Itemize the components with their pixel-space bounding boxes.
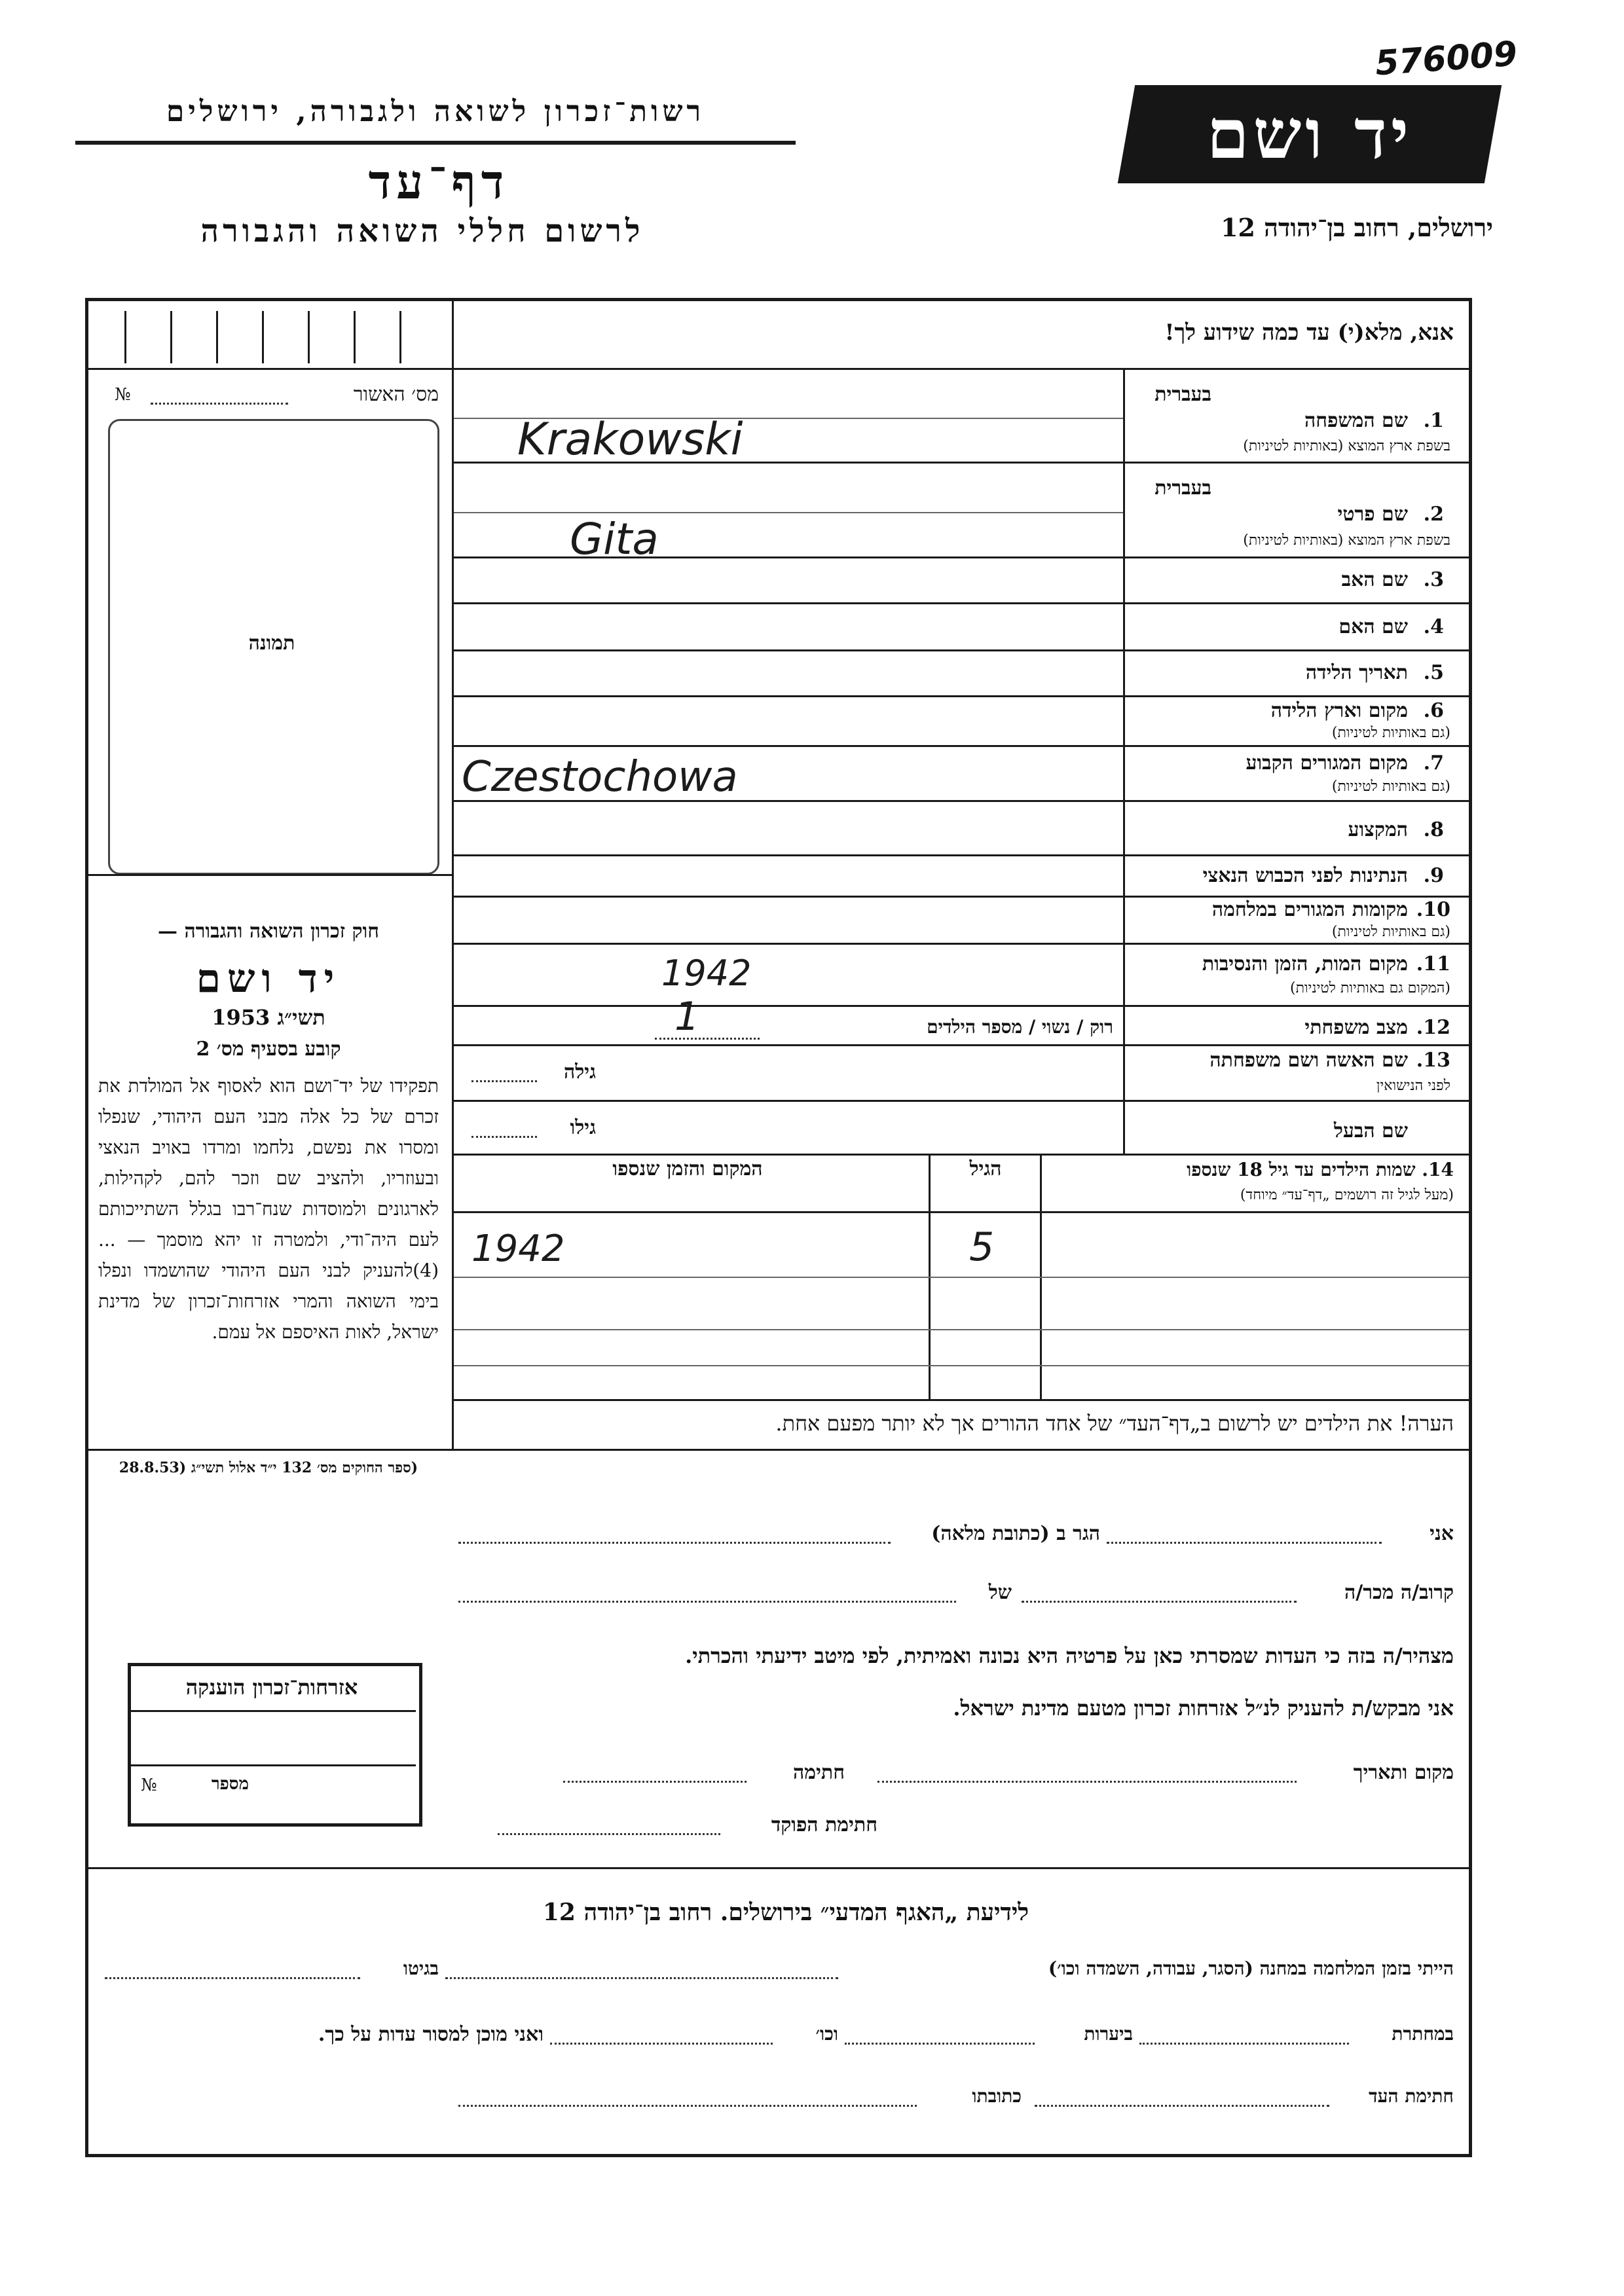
field1-hint: בשפת ארץ המוצא (באותיות לטיניות): [1243, 438, 1450, 454]
footer-title: לידיעת „האגף המדעי״ בירושלים. רחוב בן־יהודה 12: [542, 1899, 1029, 1926]
marital-options[interactable]: רוק / נשוי / מספר הילדים: [927, 1016, 1113, 1038]
field5-label: תאריך הלידה: [1305, 661, 1408, 684]
signature-label: חתימה: [793, 1761, 845, 1784]
declarant-name-field[interactable]: [1107, 1542, 1382, 1544]
row-sep-12: [452, 1044, 1469, 1046]
footer-forests-field[interactable]: [845, 2043, 1035, 2045]
field3-label: שם האב: [1341, 568, 1408, 591]
footer-underground: במחתרת: [1392, 2023, 1454, 2045]
label-column-divider: [1123, 368, 1125, 1154]
row-sep-5: [452, 695, 1469, 697]
wife-age-field[interactable]: [471, 1080, 537, 1082]
field10-hint: (גם באותיות לטיניות): [1331, 924, 1450, 940]
field2-tag: בעברית: [1154, 477, 1211, 500]
row-sep-4: [452, 649, 1469, 651]
children-header-age: הגיל: [969, 1157, 1002, 1180]
request: אני מבקש/ת להעניק לנ״ל אזרחות זכרון מטעם מדינת ישראל.: [953, 1696, 1454, 1721]
row-sep-10: [452, 943, 1469, 945]
field9-label: הנתינות לפני הכבוש הנאצי: [1202, 864, 1408, 887]
form-title: דף־עד: [368, 154, 509, 210]
field6-hint: (גם באותיות לטיניות): [1331, 725, 1450, 741]
instruction-divider: [88, 368, 1469, 370]
row-sep-3: [452, 602, 1469, 604]
field2-label: שם פרטי: [1337, 503, 1408, 526]
row-sep-14: [452, 1154, 1469, 1156]
field13-num: 13.: [1416, 1049, 1450, 1072]
field7-label: מקום המגורים הקבוע: [1246, 752, 1408, 774]
field11-value[interactable]: 1942: [661, 953, 752, 994]
children-header-rule: [454, 1211, 1469, 1213]
field2-num: 2.: [1423, 503, 1444, 526]
field1-tag: בעברית: [1154, 383, 1211, 406]
row-sep-8: [452, 854, 1469, 856]
footer-underground-field[interactable]: [1139, 2043, 1349, 2045]
children-row-line-2: [454, 1329, 1469, 1330]
officer-field[interactable]: [498, 1833, 720, 1835]
citizenship-title-rule: [131, 1710, 416, 1712]
field6-num: 6.: [1423, 699, 1444, 722]
field1-label: שם המשפחה: [1304, 409, 1408, 432]
field8-num: 8.: [1423, 818, 1444, 841]
husband-label: שם הבעל: [1333, 1120, 1408, 1142]
law-name: יד ושם: [196, 956, 341, 1002]
field2-midline: [454, 512, 1123, 513]
row-sep-11: [452, 1005, 1469, 1007]
of-field[interactable]: [458, 1601, 956, 1603]
field11-label: מקום המות, הזמן והנסיבות: [1202, 953, 1408, 975]
field10-label: מקומות המגורים במלחמה: [1211, 898, 1408, 921]
footer-witness-signature-field[interactable]: [1035, 2105, 1329, 2107]
row-sep-9: [452, 896, 1469, 898]
field11-hint: (המקום גם באותיות לטיניות): [1290, 980, 1450, 996]
footer-testimony: ואני מוכן למסור עדות על כך.: [318, 2023, 544, 2046]
children-count-field[interactable]: [655, 1038, 760, 1040]
field1-latin-value[interactable]: Krakowski: [517, 414, 743, 465]
law-box-top-rule: [88, 874, 452, 876]
archive-number: 576009: [1374, 34, 1519, 84]
field12-num: 12.: [1416, 1016, 1450, 1039]
citizenship-title: אזרחות־זכרון הוענקה: [185, 1675, 358, 1700]
form-subtitle: לרשום חללי השואה והגבורה: [200, 213, 644, 249]
instruction: אנא, מלא(י) עד כמה שידוע לך!: [1164, 319, 1454, 346]
law-title: חוק זכרון השואה והגבורה —: [158, 920, 379, 943]
field1-num: 1.: [1423, 409, 1444, 432]
field13-hint: לפני הנישואין: [1376, 1078, 1450, 1094]
child1-age[interactable]: 5: [969, 1224, 995, 1270]
field3-num: 3.: [1423, 568, 1444, 591]
field5-num: 5.: [1423, 661, 1444, 684]
citizenship-number-label: מספר: [211, 1774, 249, 1794]
place-date-field[interactable]: [877, 1781, 1297, 1783]
logo-text: יד ושם: [1206, 94, 1413, 174]
field8-label: המקצוע: [1348, 818, 1408, 841]
children-row-line-1: [454, 1277, 1469, 1278]
field2-hint: בשפת ארץ המוצא (באותיות לטיניות): [1243, 532, 1450, 549]
footer-etc: וכו׳: [815, 2023, 838, 2045]
field2-latin-value[interactable]: Gita: [570, 514, 659, 564]
field7-num: 7.: [1423, 752, 1444, 774]
footer-witness-signature-label: חתימת העד: [1369, 2085, 1454, 2107]
child1-place[interactable]: 1942: [471, 1228, 565, 1270]
of-label: של: [988, 1581, 1012, 1604]
place-date-label: מקום ותאריך: [1353, 1761, 1454, 1784]
footer-top-rule: [88, 1867, 1469, 1869]
signature-field[interactable]: [563, 1781, 747, 1783]
footer-camp-field[interactable]: [445, 1977, 838, 1979]
children-header-names: 14. שמות הילדים עד גיל 18 שנספו: [1187, 1159, 1454, 1180]
field9-num: 9.: [1423, 864, 1444, 887]
statement: מצהיר/ה בזה כי העדות שמסרתי כאן על פרטיה היא נכונה ואמיתית, לפי מיטב ידיעתי והכרתי.: [685, 1643, 1454, 1668]
citizenship-number-rule: [131, 1764, 416, 1766]
approval-no-sign: №: [115, 385, 131, 405]
note: הערה! את הילדים יש לרשום ב„דף־העד״ של אחד ההורים אך לא יותר מפעם אחת.: [775, 1411, 1454, 1436]
field11-num: 11.: [1416, 953, 1450, 975]
field4-num: 4.: [1423, 615, 1444, 638]
law-year: תשי״ג 1953: [212, 1005, 325, 1030]
note-top-rule: [88, 1449, 1469, 1451]
footer-address-label: כתובתו: [972, 2085, 1022, 2107]
field12-label: מצב משפחתי: [1304, 1016, 1408, 1039]
law-body: תפקידו של יד־ושם הוא לאסוף אל המולדת את זכרם של כל אלה מבני העם היהודי, שנפלו ומסרו את נפשם, נלחמו ומרדו באויב הנאצי ובעוזריו, ולהציב שם וזכר להם, לקהילות, לארגונים ולמוסדות שנח־רבו בגלל השתייכותם לעם היה־ודי, ולמטרה זו יהא מוסמך — ...(4)להעניק לבני העם היהודי שהושמדו ונפלו בימי השואה והמרי אזרחות־זכרון של מדינת ישראל, לאות האיספם אל עמם.: [98, 1075, 439, 1343]
authority-underline: [75, 141, 796, 145]
citizenship-no-sign: №: [141, 1776, 157, 1795]
photo-label: תמונה: [248, 632, 295, 655]
relative-label: קרוב/ה מכר/ה: [1344, 1581, 1454, 1604]
footer-line1-end: בגיטו: [403, 1958, 439, 1979]
yad-vashem-logo: [1118, 85, 1502, 183]
law-source: (ספר החוקים מס׳ 132 י״ד אלול תשי״ג (28.8.53: [119, 1459, 418, 1476]
declaration-ani: אני: [1430, 1522, 1454, 1545]
field13-label: שם האשה ושם משפחתה: [1209, 1049, 1408, 1072]
relation-field[interactable]: [1022, 1601, 1297, 1603]
approval-boxes: [98, 311, 452, 363]
children-row-line-3: [454, 1365, 1469, 1366]
children-header-names-sub: (מעל לגיל זה רושמים „דף־עד״ מיוחד): [1240, 1187, 1454, 1203]
footer-address-field[interactable]: [458, 2105, 917, 2107]
children-table-bottom: [454, 1399, 1469, 1401]
wife-age-label: גילה: [563, 1061, 596, 1084]
declaration-resides: הגר ב (כתובת מלאה): [931, 1522, 1100, 1545]
children-count-value[interactable]: 1: [674, 994, 700, 1040]
law-clause: קובע בסעיף מס׳ 2: [196, 1038, 341, 1061]
approval-label: מס׳ האשור: [353, 383, 439, 406]
husband-age-label: גילו: [570, 1116, 596, 1139]
address-field[interactable]: [458, 1542, 891, 1544]
approval-number-field[interactable]: [151, 403, 288, 405]
row-sep-6: [452, 745, 1469, 747]
field7-value[interactable]: Czestochowa: [462, 753, 738, 801]
officer-label: חתימת הפוקד: [771, 1813, 877, 1836]
authority-line: רשות־זכרון לשואה ולגבורה, ירושלים: [166, 95, 705, 128]
husband-age-field[interactable]: [471, 1136, 537, 1138]
field6-label: מקום וארץ הלידה: [1270, 699, 1408, 722]
footer-line1-start: הייתי בזמן המלחמה במחנה (הסגר, עבודה, השמדה וכו׳): [1048, 1958, 1454, 1979]
field4-label: שם האם: [1338, 615, 1408, 638]
footer-etc-field[interactable]: [550, 2043, 773, 2045]
children-header-place: המקום והזמן שנספו: [612, 1157, 763, 1180]
field10-num: 10.: [1416, 898, 1450, 921]
address: ירושלים, רחוב בן־יהודה 12: [1221, 213, 1493, 242]
footer-forests: ביערות: [1084, 2023, 1133, 2045]
row-sep-13: [452, 1100, 1469, 1102]
footer-ghetto-field[interactable]: [105, 1977, 360, 1979]
field7-hint: (גם באותיות לטיניות): [1331, 778, 1450, 795]
